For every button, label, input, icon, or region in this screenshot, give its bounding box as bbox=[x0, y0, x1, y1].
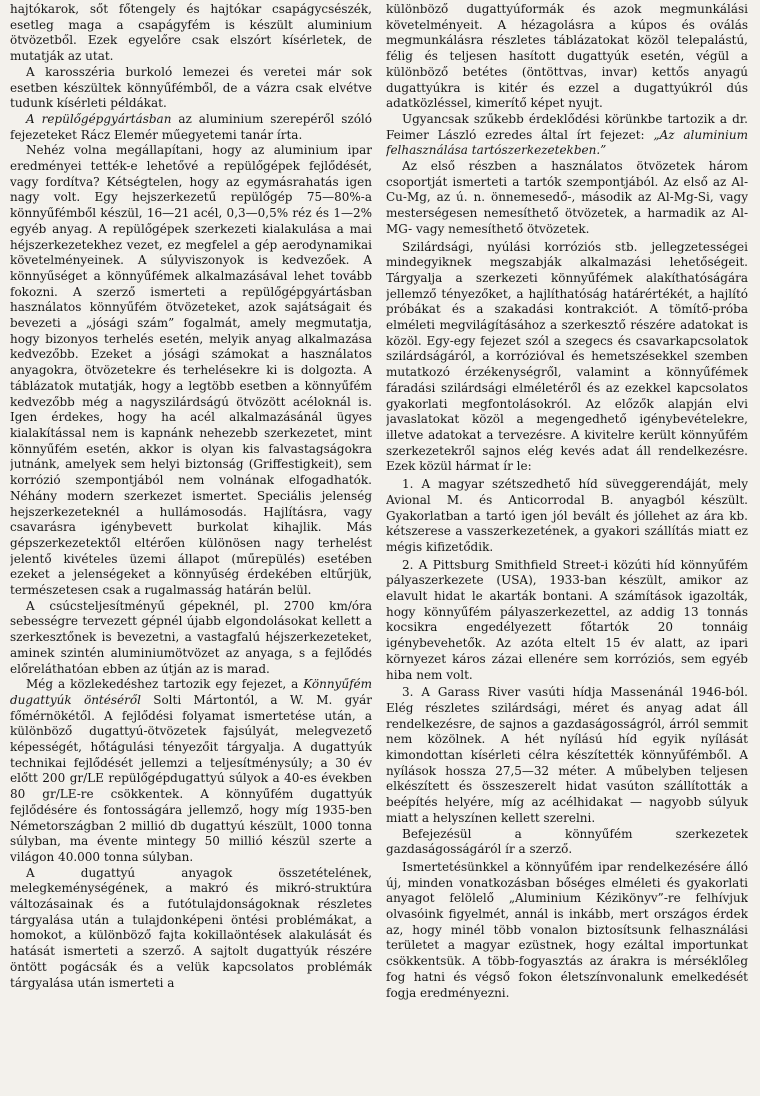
paragraph-text: Solti Mártontól, a W. M. gyár főmérnökétől. A fejlődési folyamat ismertetése után, a különböző dugattyú-ötvözetek fajsúlyát, melegvezető képességét, hőtágulási tényezőit tárgyalja. A dugattyúk technikai fejlődését jellemzi a teljesítménysúly; a 30 év előtt 200 gr/LE repülőgépdugattyú súlyok a 40-es években 80 gr/LE-re csökkentek. A könnyűfém dugattyúk fejlődésére és fontosságára jellemző, hogy míg 1935-ben Németországban 2 millió db dugattyú készült, 1000 tonna súlyban, ma évente mintegy 50 millió készül szerte a világon 40.000 tonna súlyban. bbox=[10, 692, 372, 864]
paragraph-text: az aluminium szerepéről szóló fejezeteket Rácz Elemér műegyetemi tanár írta. bbox=[10, 111, 372, 142]
paragraph: Befejezésül a könnyűfém szerkezetek gazdaságosságáról ír a szerző. bbox=[386, 826, 748, 857]
paragraph: Ismertetésünkkel a könnyűfém ipar rendelkezésére álló új, minden vonatkozásban bőséges elméleti és gyakorlati anyagot felölelő „Aluminium Kézikönyv”-re felhívjuk olvasóink figyelmét, annál is inkább, mert országos érdek az, hogy minél több vonalon biztosítsunk felhasználási területet a magyar ezüstnek, hogy ezáltal importunkat csökkentsük. A több-fogyasztás az árakra is mérséklőleg fog hatni és végső fokon életszínvonalunk emelkedését fogja eredményezni. bbox=[386, 859, 748, 1000]
paragraph: A csúcsteljesítményű gépeknél, pl. 2700 km/óra sebességre tervezett gépnél újabb elgondolásokat kellett a szerkesztőnek is bevezetni, a vastagfalú héjszerkezeteket, aminek szintén aluminiumötvözet az anyaga, s a fejlődés előreláthatóan ebben az útján az is marad. bbox=[10, 598, 372, 676]
paragraph: Nehéz volna megállapítani, hogy az aluminium ipar eredményei tették-e lehetővé a repülőgépek fejlődését, vagy fordítva? Kétségtelen, hogy az egymásrahatás igen nagy volt. Egy hejszerkezetű repülőgép 75—80%-a könnyűfémből készül, 16—21 acél, 0,3—0,5% réz és 1—2% egyéb anyag. A repülőgépek szerkezeti kialakulása a mai héjszerkezetekhez vezet, ez megfelel a gép aerodynamikai követelményeinek. A súlyviszonyok is kedvezőek. A könnyűséget a könnyűfémek alkalmazásával lehet tovább fokozni. A szerző ismerteti a repülőgépgyártásban használatos könnyűfém ötvözeteket, azok sajátságait és bevezeti a „jósági szám” fogalmát, amely megmutatja, hogy bizonyos terhelés esetén, melyik anyag alkalmazása kedvezőbb. Ezeket a jósági számokat a használatos anyagokra, ötvözetekre és terhelésekre ki is dolgozta. A táblázatok mutatják, hogy a legtöbb esetben a könnyűfém kedvezőbb még a nagyszilárdságú ötvözött acéloknál is. Igen érdekes, hogy ha acél alkalmazásánál ügyes kialakítással nem is kapnánk nehezebb szerkezetet, mint könnyűfém esetén, akkor is olyan kis falvastagságokra jutnánk, amelyek sem helyi biztonság (Griffestigkeit), sem korrózió szempontjából nem volnának elfogadhatók. Néhány modern szerkezet ismertet. Speciális jelenség hejszerkezeteknél a hullámosodás. Hajlításra, vagy csavarásra igénybevett burkolat kihajlik. Más gépszerkezetektől eltérően különösen nagy terhelést jelentő kivételes üzemi állapot (műrepülés) esetében ezeket a jelenségeket a könnyűség érdekében eltűrjük, természetesen csak a rugalmasság határán belül. bbox=[10, 143, 372, 598]
paragraph: A dugattyú anyagok összetételének, melegkeménységének, a makró és mikró-struktúra változásainak és a futótulajdonságoknak részletes tárgyalása után a tulajdonképeni öntési problémákat, a homokot, a különböző fajta kokillaöntések alakulását és hatását ismerteti a szerző. A sajtolt dugattyúk részére öntött pogácsák és a velük kapcsolatos problémák tárgyalása után ismerteti a bbox=[10, 865, 372, 990]
italic-heading: A repülőgépgyártásban bbox=[26, 111, 172, 126]
paragraph-text: Ugyancsak szűkebb érdeklődési körünkbe tartozik a dr. Feimer László ezredes által írt fejezet: bbox=[386, 111, 748, 142]
paragraph bbox=[10, 677, 372, 865]
paragraph bbox=[386, 112, 748, 159]
column-left bbox=[10, 2, 372, 1096]
paragraph: A karosszéria burkoló lemezei és veretei már sok esetben készültek könnyűfémből, de a vázra csak elvétve tudunk kísérleti példákat. bbox=[10, 64, 372, 111]
italic-heading: Könnyűfém dugattyúk öntéséről bbox=[10, 677, 372, 707]
paragraph: Szilárdsági, nyúlási korróziós stb. jellegzetességei mindegyiknek megszabják alkalmazási lehetőségeit. Tárgyalja a szerkezeti könnyűfémek alakíthatóságára jellemző tényezőket, a hajlíthatóság határértékét, a hajlító próbákat és a szakadási kontrakciót. A tömítő-próba elméleti megvilágításához a szerkesztő részére adatokat is közöl. Egy-egy fejezet szól a szegecs és csavarkapcsolatok szilárdságáról, a korrózióval és hemetszésekkel szemben mutatkozó érzékenységről, valamint a könnyűfémek fáradási szilárdsági elméletéről és az ezekkel kapcsolatos gyakorlati megfontolásokról. Az előzők alapján elvi javaslatokat közöl a megengedhető igénybevételekre, illetve adatokat a tervezésre. A kivitelre került könnyűfém szerkezetekről sajnos elég kevés adat áll rendelkezésre. Ezek közül hármat ír le: bbox=[386, 239, 748, 474]
italic-heading: „Az aluminium felhasználása tartószerkezetekben.” bbox=[386, 127, 748, 158]
paragraph-text: Még a közlekedéshez tartozik egy fejezet, a bbox=[26, 677, 304, 692]
column-right bbox=[386, 2, 748, 1096]
numbered-paragraph: 3. A Garass River vasúti hídja Massenánál 1946-ból. Elég részletes szilárdsági, méret és anyag adat áll rendelkezésre, de sajnos a gazdaságosságról, árról semmit nem közölnek. A hét nyílású híd egyik nyílását kimondottan kísérleti célra készítették könnyűfémből. A nyílások hossza 27,5—32 méter. A műbelyben teljesen elkészített és összeszerelt hidat vasúton szállították a beépítés helyére, míg az acélhidakat — nagyobb súlyuk miatt a helyszínen kellett szerelni. bbox=[386, 685, 748, 825]
paragraph bbox=[10, 112, 372, 143]
numbered-paragraph: 1. A magyar szétszedhető híd süveggerendáját, mely Avional M. és Anticorrodal B. anyagból készült. Gyakorlatban a tartó igen jól bevált és jóllehet az ára kb. kétszerese a vasszerkezetének, a gyakori szállítás miatt ez mégis kifizetődik. bbox=[386, 477, 748, 554]
numbered-paragraph: 2. A Pittsburg Smithfield Street-i közúti híd könnyűfém pályaszerkezete (USA), 1933-ban készült, amikor az elavult hidat le akarták bontani. A számítások igazolták, hogy könnyűfém pályaszerkezettel, az addig 13 tonnás kocsikra engedélyezett főtartók 20 tonnáig igénybevehetők. Az azóta eltelt 15 év alatt, az ipari környezet káros zázai ellenére sem korróziós, sem egyéb hiba nem volt. bbox=[386, 557, 748, 682]
paragraph: Az első részben a használatos ötvözetek három csoportját ismerteti a tartók szempontjából. Az első az Al-Cu-Mg, az ú. n. önnemesedő-, második az Al-Mg-Si, vagy mesterségesen nemesíthető ötvözetek, a harmadik az Al-MG- vagy nemesíthető ötvözetek. bbox=[386, 159, 748, 236]
paragraph: különböző dugattyúformák és azok megmunkálási követelményeit. A hézagolásra a kúpos és oválás megmunkálásra részletes táblázatokat közöl telepalástú, félig és teljesen hasított dugattyúk esetén, végül a különböző betétes (öntöttvas, invar) kettős anyagú dugattyúkra is kitér és ezzel a dugattyúkról dús adatközléssel, kimerítő képet nyujt. bbox=[386, 2, 748, 111]
paragraph: hajtókarok, sőt főtengely és hajtókar csapágycsészék, esetleg maga a csapágyfém is készült aluminium ötvözetből. Ezek egyelőre csak elszórt kísérletek, de mutatják az utat. bbox=[10, 2, 372, 64]
